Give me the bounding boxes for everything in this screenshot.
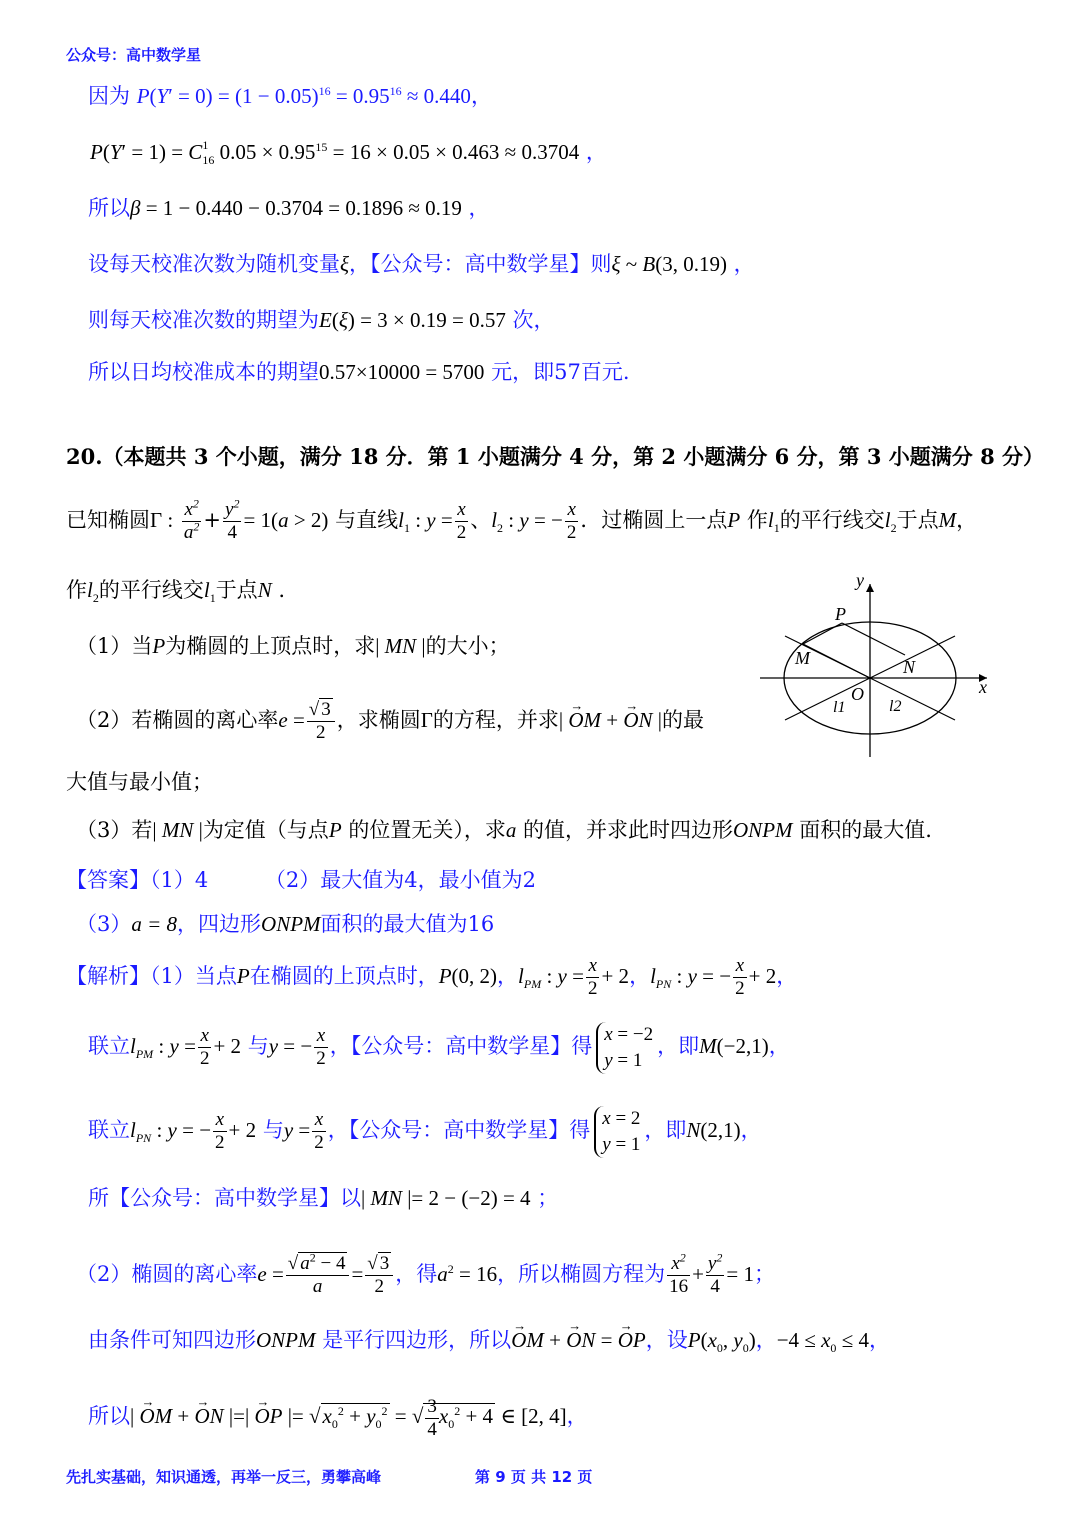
solution-line-4: 设每天校准次数为随机变量ξ，【公众号：高中数学星】则ξ ~ B(3, 0.19) ， <box>88 252 755 276</box>
analysis-line-1: 【解析】（1）当点P在椭圆的上顶点时，P(0, 2)，$l_{PM}$ : y = $\frac{x}{2}$ + 2，$l_{PN}$ : y = − $\frac{x}{2}$ + 2， <box>66 955 798 999</box>
answer-line-1: 【答案】（1）4 （2）最大值为4，最小值为2 <box>66 868 537 892</box>
analysis-line-5: （2）椭圆的离心率e = $\frac{√ a^2 - 4}{a}$ = $\frac{√ 3}{2}$ ，得$a^2 = 16$，所以椭圆方程为 $\frac{x^2}{16}$ + $\frac{y^2}{4}$ = 1； <box>76 1250 775 1297</box>
analysis-line-6: 由条件可知四边形ONPM 是平行四边形，所以→ OM + → ON = → OP，设$P(x_0$, $y_0$)，$-4 \le x_0 \le 4$， <box>88 1326 890 1354</box>
label-N: N <box>903 657 916 677</box>
analysis-line-7: 所以| → OM + → ON |=| → OP |= $√x_0^2 + y_0^2$ = √ $\frac{3}{4}$ $x_0^2 + 4$ ∈ [2, 4]， <box>88 1392 588 1441</box>
problem-stem-2: 作$l_2$的平行线交$l_1$于点N . <box>66 578 286 606</box>
answer-line-2: （3）a = 8，四边形ONPM面积的最大值为16 <box>76 912 495 936</box>
label-O: O <box>851 684 864 704</box>
segment-OM <box>803 644 870 678</box>
problem-stem: 已知椭圆Γ : $\frac{x^2}{a^2}$ + $\frac{y^2}{4}$ = 1(a > 2) 与直线$l_1$ : y = $\frac{x}{2}$ 、$l_2$ : y = − $\frac{x}{2}$ ．过椭圆上一点P 作$l_1$的平行线交$l_2$于点M， <box>66 496 978 543</box>
label-M: M <box>795 648 810 668</box>
analysis-line-3: 联立$l_{PN}$ : y = − $\frac{x}{2}$ + 2 与y = $\frac{x}{2}$ ，【公众号：高中数学星】得 x = 2 y = 1 ，即N(2,1)， <box>88 1104 762 1158</box>
solution-line-2: $P(Y' = 1) = C^1_{16}$ $0.05 \times 0.95^{15} = 16 \times 0.05 \times 0.463 \approx 0.3704$ ， <box>90 138 607 168</box>
solution-line-3: 所以β = 1 − 0.440 − 0.3704 = 0.1896 ≈ 0.19 ， <box>88 196 490 220</box>
question-2: （2）若椭圆的离心率e = $\frac{√ 3}{2}$ ，求椭圆Γ的方程，并求| → OM + → ON |的最 <box>76 694 704 746</box>
segment-PN <box>842 623 905 655</box>
analysis-line-4: 所【公众号：高中数学星】以| MN |= 2 − (−2) = 4 ； <box>88 1186 559 1210</box>
footer-page-number: 第 9 页 共 12 页 <box>475 1468 593 1486</box>
question-1: （1）当P为椭圆的上顶点时，求| MN |的大小； <box>76 634 510 658</box>
analysis-line-2: 联立$l_{PM}$ : y = $\frac{x}{2}$ + 2 与y = − $\frac{x}{2}$ ，【公众号：高中数学星】得 x = −2 y = 1 ，即M(−2,1)， <box>88 1020 790 1074</box>
problem-title: 20.（本题共 3 个小题，满分 18 分．第 1 小题满分 4 分，第 2 小题满分 6 分，第 3 小题满分 8 分） <box>66 444 1045 469</box>
solution-line-5: 则每天校准次数的期望为E(ξ) = 3 × 0.19 = 0.57 次， <box>88 308 555 332</box>
label-y: y <box>856 572 864 590</box>
label-l2: l2 <box>889 698 902 715</box>
question-2-cont: 大值与最小值； <box>66 770 213 794</box>
question-3: （3）若| MN |为定值（与点P 的位置无关），求a 的值，并求此时四边形ONPM 面积的最大值. <box>76 818 932 842</box>
label-x: x <box>979 677 987 697</box>
label-l1: l1 <box>833 699 846 716</box>
y-axis-arrow <box>866 584 874 592</box>
ellipse-diagram <box>755 572 1005 762</box>
segment-PM <box>803 623 842 644</box>
solution-line-6: 所以日均校准成本的期望0.57×10000 = 5700 元，即57百元. <box>88 360 630 384</box>
footer-motto: 先扎实基础，知识通透，再举一反三，勇攀高峰 <box>66 1468 382 1486</box>
solution-line-1: 因为 $P(Y' = 0) = (1 - 0.05)^{16} = 0.95^{16} \approx 0.440$， <box>88 84 492 108</box>
label-P: P <box>835 604 846 624</box>
page-header: 公众号：高中数学星 <box>66 46 202 64</box>
